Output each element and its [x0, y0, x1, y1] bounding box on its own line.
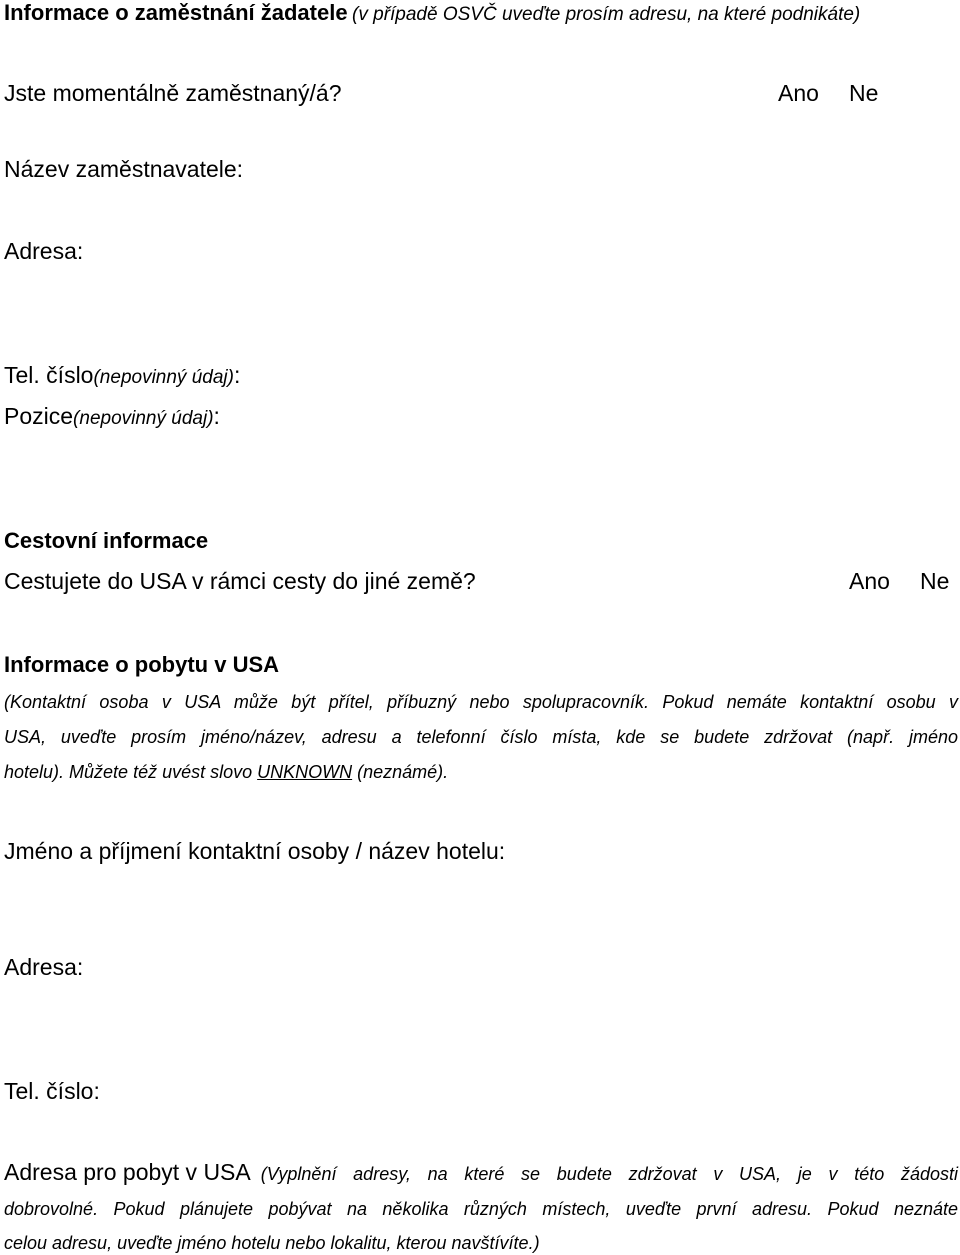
stay-info-line-3b: (neznámé).	[352, 762, 449, 782]
employment-heading-row	[4, 0, 860, 26]
employment-heading: Informace o zaměstnání žadatele	[4, 0, 348, 25]
stay-info-line-3a: hotelu). Můžete též uvést slovo	[4, 762, 258, 782]
employer-phone-row	[4, 362, 240, 389]
transit-question: Cestujete do USA v rámci cesty do jiné země?	[4, 568, 476, 594]
employer-phone-note: (nepovinný údaj)	[93, 367, 234, 388]
employer-phone-colon: :	[233, 362, 241, 388]
employer-phone-label: Tel. číslo	[4, 362, 94, 388]
us-address-row	[4, 1159, 958, 1186]
stay-heading: Informace o pobytu v USA	[4, 652, 280, 677]
unknown-word: UNKNOWN	[257, 762, 353, 782]
transit-no-option[interactable]: Ne	[920, 568, 950, 594]
contact-name-label: Jméno a příjmení kontaktní osoby / název hotelu:	[4, 838, 506, 864]
travel-heading: Cestovní informace	[4, 528, 209, 553]
employer-position-row	[4, 403, 220, 430]
employed-no-option[interactable]: Ne	[849, 80, 879, 106]
employed-yes-option[interactable]: Ano	[778, 80, 819, 106]
stay-address-label: Adresa:	[4, 954, 84, 980]
stay-phone-label: Tel. číslo:	[4, 1078, 100, 1104]
us-address-note-line-2: dobrovolné. Pokud plánujete pobývat na několika různých místech, uveďte první adresu. Pokud neznáte	[4, 1199, 958, 1219]
employer-name-label: Název zaměstnavatele:	[4, 156, 244, 182]
stay-info-line-2: USA, uveďte prosím jméno/název, adresu a telefonní číslo místa, kde se budete zdržovat (např. jméno	[4, 727, 958, 747]
stay-info-line-1: (Kontaktní osoba v USA může být přítel, příbuzný nebo spolupracovník. Pokud nemáte kontaktní osobu v	[4, 692, 958, 712]
employer-position-note: (nepovinný údaj)	[73, 408, 214, 429]
employment-heading-note: (v případě OSVČ uveďte prosím adresu, na které podnikáte)	[352, 4, 861, 25]
transit-yes-option[interactable]: Ano	[849, 568, 890, 594]
us-address-note-line-3: celou adresu, uveďte jméno hotelu nebo lokalitu, kterou navštívíte.)	[4, 1233, 540, 1253]
us-address-label: Adresa pro pobyt v USA	[4, 1159, 251, 1185]
us-address-note-line-1: (Vyplnění adresy, na které se budete zdržovat v USA, je v této žádosti	[260, 1164, 958, 1184]
employer-position-colon: :	[213, 403, 220, 429]
employed-question: Jste momentálně zaměstnaný/á?	[4, 80, 342, 106]
stay-info-line-3	[4, 762, 448, 783]
employer-position-label: Pozice	[4, 403, 74, 429]
employer-address-label: Adresa:	[4, 238, 84, 264]
